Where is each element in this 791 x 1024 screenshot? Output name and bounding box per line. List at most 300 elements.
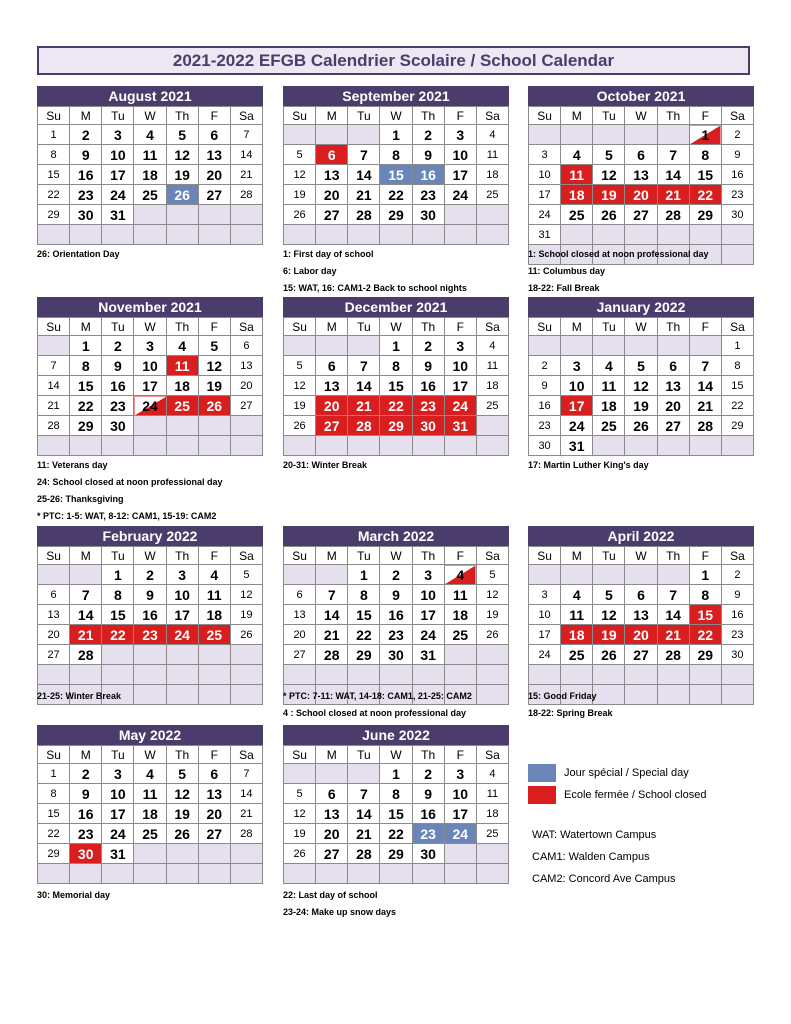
day-cell: 12 bbox=[284, 376, 316, 396]
weekday-header: M bbox=[316, 318, 348, 336]
note-line: 4 : School closed at noon professional day bbox=[283, 708, 467, 718]
weekday-header: W bbox=[134, 318, 166, 336]
month-title: December 2021 bbox=[283, 297, 509, 317]
day-cell: 12 bbox=[166, 784, 198, 804]
empty-cell bbox=[316, 864, 348, 884]
weekday-header: Th bbox=[166, 746, 198, 764]
note-line: 22: Last day of school bbox=[283, 890, 378, 900]
empty-cell bbox=[134, 665, 166, 685]
day-cell: 8 bbox=[689, 145, 721, 165]
day-cell: 30 bbox=[412, 205, 444, 225]
day-cell: 1 bbox=[70, 336, 102, 356]
week-row bbox=[38, 205, 263, 225]
weekday-header: Th bbox=[412, 746, 444, 764]
day-cell: 9 bbox=[102, 356, 134, 376]
empty-cell bbox=[70, 665, 102, 685]
day-cell: 21 bbox=[657, 185, 689, 205]
day-cell: 13 bbox=[657, 376, 689, 396]
weekday-header: F bbox=[689, 318, 721, 336]
empty-cell bbox=[412, 436, 444, 456]
day-cell: 29 bbox=[70, 416, 102, 436]
week-row bbox=[284, 376, 509, 396]
day-cell: 2 bbox=[412, 336, 444, 356]
empty-cell bbox=[412, 665, 444, 685]
empty-cell bbox=[38, 225, 70, 245]
day-cell: 31 bbox=[529, 225, 561, 245]
day-cell: 13 bbox=[316, 376, 348, 396]
day-cell: 3 bbox=[412, 565, 444, 585]
empty-cell bbox=[689, 336, 721, 356]
day-cell: 19 bbox=[284, 396, 316, 416]
empty-cell bbox=[134, 225, 166, 245]
week-row bbox=[38, 625, 263, 645]
note-line: 25-26: Thanksgiving bbox=[37, 494, 124, 504]
day-cell: 1 bbox=[689, 125, 721, 145]
day-cell: 24 bbox=[444, 824, 476, 844]
day-cell: 27 bbox=[625, 645, 657, 665]
empty-cell bbox=[348, 336, 380, 356]
day-cell: 7 bbox=[230, 125, 262, 145]
empty-cell bbox=[284, 565, 316, 585]
week-row bbox=[284, 336, 509, 356]
day-cell: 3 bbox=[529, 145, 561, 165]
page-title: 2021-2022 EFGB Calendrier Scolaire / School Calendar bbox=[37, 46, 750, 75]
day-cell: 16 bbox=[70, 165, 102, 185]
day-cell: 20 bbox=[230, 376, 262, 396]
day-cell: 1 bbox=[380, 764, 412, 784]
day-cell: 25 bbox=[444, 625, 476, 645]
day-cell: 1 bbox=[689, 565, 721, 585]
day-cell: 3 bbox=[166, 565, 198, 585]
weekday-header: Su bbox=[284, 746, 316, 764]
day-cell: 26 bbox=[593, 205, 625, 225]
day-cell: 12 bbox=[593, 165, 625, 185]
day-cell: 7 bbox=[38, 356, 70, 376]
empty-cell bbox=[198, 864, 230, 884]
empty-cell bbox=[102, 645, 134, 665]
day-cell: 14 bbox=[230, 784, 262, 804]
notes-november-2021 bbox=[37, 457, 277, 525]
day-cell: 18 bbox=[476, 376, 508, 396]
day-cell: 21 bbox=[348, 396, 380, 416]
weekday-header: M bbox=[561, 547, 593, 565]
day-cell: 16 bbox=[412, 376, 444, 396]
empty-cell bbox=[230, 225, 262, 245]
weekday-header: F bbox=[444, 318, 476, 336]
empty-cell bbox=[529, 336, 561, 356]
empty-cell bbox=[348, 764, 380, 784]
empty-cell bbox=[38, 565, 70, 585]
day-cell: 15 bbox=[689, 605, 721, 625]
notes-june-2022 bbox=[283, 887, 523, 921]
day-cell: 2 bbox=[70, 764, 102, 784]
day-cell: 25 bbox=[593, 416, 625, 436]
empty-cell bbox=[657, 336, 689, 356]
day-cell: 12 bbox=[476, 585, 508, 605]
weekday-header: Th bbox=[412, 318, 444, 336]
empty-cell bbox=[316, 565, 348, 585]
day-cell: 24 bbox=[444, 185, 476, 205]
week-row bbox=[529, 605, 754, 625]
weekday-header: M bbox=[561, 318, 593, 336]
empty-cell bbox=[166, 645, 198, 665]
day-cell: 26 bbox=[284, 844, 316, 864]
day-cell: 18 bbox=[134, 165, 166, 185]
day-cell: 29 bbox=[689, 645, 721, 665]
empty-cell bbox=[625, 225, 657, 245]
empty-cell bbox=[348, 864, 380, 884]
week-row bbox=[529, 436, 754, 456]
day-cell: 2 bbox=[721, 565, 753, 585]
day-cell: 26 bbox=[476, 625, 508, 645]
weekday-header: Sa bbox=[476, 107, 508, 125]
day-cell: 10 bbox=[102, 145, 134, 165]
empty-cell bbox=[102, 225, 134, 245]
month-april-2022 bbox=[528, 526, 754, 705]
empty-cell bbox=[561, 565, 593, 585]
day-cell: 9 bbox=[70, 784, 102, 804]
day-cell: 15 bbox=[721, 376, 753, 396]
empty-cell bbox=[166, 225, 198, 245]
month-december-2021 bbox=[283, 297, 509, 456]
day-cell: 11 bbox=[134, 145, 166, 165]
day-cell: 29 bbox=[38, 844, 70, 864]
day-cell: 19 bbox=[593, 185, 625, 205]
day-cell: 11 bbox=[593, 376, 625, 396]
day-cell: 20 bbox=[316, 185, 348, 205]
empty-cell bbox=[593, 336, 625, 356]
note-line: 18-22: Fall Break bbox=[528, 283, 600, 293]
note-line: 6: Labor day bbox=[283, 266, 337, 276]
day-cell: 5 bbox=[166, 764, 198, 784]
empty-cell bbox=[316, 665, 348, 685]
day-cell: 22 bbox=[70, 396, 102, 416]
day-cell: 26 bbox=[198, 396, 230, 416]
weekday-header: Su bbox=[38, 547, 70, 565]
day-cell: 25 bbox=[476, 185, 508, 205]
day-cell: 26 bbox=[593, 645, 625, 665]
empty-cell bbox=[284, 225, 316, 245]
day-cell: 30 bbox=[529, 436, 561, 456]
day-cell: 13 bbox=[230, 356, 262, 376]
day-cell: 22 bbox=[689, 185, 721, 205]
empty-cell bbox=[198, 416, 230, 436]
day-cell: 15 bbox=[348, 605, 380, 625]
month-grid bbox=[37, 546, 263, 705]
weekday-header: W bbox=[625, 547, 657, 565]
weekday-header: Tu bbox=[348, 318, 380, 336]
empty-cell bbox=[134, 416, 166, 436]
week-row bbox=[529, 356, 754, 376]
note-line: 24: School closed at noon professional day bbox=[37, 477, 223, 487]
legend-special-label: Jour spécial / Special day bbox=[564, 767, 689, 779]
day-cell: 12 bbox=[198, 356, 230, 376]
day-cell: 9 bbox=[412, 784, 444, 804]
day-cell: 29 bbox=[380, 844, 412, 864]
empty-cell bbox=[166, 844, 198, 864]
day-cell: 17 bbox=[444, 376, 476, 396]
empty-cell bbox=[134, 844, 166, 864]
empty-cell bbox=[166, 416, 198, 436]
day-cell: 8 bbox=[380, 145, 412, 165]
weekday-header: W bbox=[134, 746, 166, 764]
empty-cell bbox=[561, 125, 593, 145]
week-row bbox=[38, 165, 263, 185]
month-title: September 2021 bbox=[283, 86, 509, 106]
day-cell: 11 bbox=[476, 356, 508, 376]
day-cell: 1 bbox=[38, 764, 70, 784]
day-cell: 28 bbox=[38, 416, 70, 436]
week-row bbox=[38, 396, 263, 416]
day-cell: 19 bbox=[284, 824, 316, 844]
notes-september-2021 bbox=[283, 246, 523, 297]
day-cell: 10 bbox=[412, 585, 444, 605]
day-cell: 11 bbox=[166, 356, 198, 376]
empty-cell bbox=[38, 436, 70, 456]
day-cell: 10 bbox=[444, 784, 476, 804]
day-cell: 27 bbox=[198, 185, 230, 205]
week-row bbox=[529, 396, 754, 416]
weekday-header: Su bbox=[284, 318, 316, 336]
day-cell: 18 bbox=[198, 605, 230, 625]
day-cell: 2 bbox=[529, 356, 561, 376]
empty-cell bbox=[316, 225, 348, 245]
week-row bbox=[284, 824, 509, 844]
month-grid bbox=[283, 317, 509, 456]
day-cell: 18 bbox=[561, 625, 593, 645]
weekday-header: W bbox=[380, 318, 412, 336]
empty-cell bbox=[529, 665, 561, 685]
day-cell: 15 bbox=[380, 804, 412, 824]
day-cell: 8 bbox=[38, 145, 70, 165]
day-cell: 29 bbox=[38, 205, 70, 225]
day-cell: 8 bbox=[102, 585, 134, 605]
empty-cell bbox=[657, 436, 689, 456]
day-cell: 20 bbox=[284, 625, 316, 645]
empty-cell bbox=[316, 125, 348, 145]
day-cell: 15 bbox=[38, 165, 70, 185]
empty-cell bbox=[625, 665, 657, 685]
weekday-header: F bbox=[198, 746, 230, 764]
empty-cell bbox=[444, 436, 476, 456]
weekday-header: W bbox=[625, 107, 657, 125]
month-march-2022 bbox=[283, 526, 509, 705]
day-cell: 15 bbox=[38, 804, 70, 824]
day-cell: 13 bbox=[625, 605, 657, 625]
day-cell: 18 bbox=[476, 804, 508, 824]
day-cell: 19 bbox=[476, 605, 508, 625]
note-line: 23-24: Make up snow days bbox=[283, 907, 397, 917]
note-line: 15: Good Friday bbox=[528, 691, 597, 701]
empty-cell bbox=[284, 436, 316, 456]
day-cell: 2 bbox=[412, 125, 444, 145]
notes-october-2021 bbox=[528, 246, 768, 297]
note-line: 1: School closed at noon professional day bbox=[528, 249, 709, 259]
day-cell: 31 bbox=[561, 436, 593, 456]
day-cell: 16 bbox=[412, 804, 444, 824]
week-row bbox=[38, 565, 263, 585]
day-cell: 14 bbox=[657, 605, 689, 625]
day-cell: 4 bbox=[134, 125, 166, 145]
note-line: 20-31: Winter Break bbox=[283, 460, 367, 470]
day-cell: 24 bbox=[529, 205, 561, 225]
day-cell: 24 bbox=[444, 396, 476, 416]
day-cell: 25 bbox=[476, 396, 508, 416]
month-title: January 2022 bbox=[528, 297, 754, 317]
special-day-swatch bbox=[528, 764, 556, 782]
weekday-header: Sa bbox=[721, 107, 753, 125]
empty-cell bbox=[476, 416, 508, 436]
empty-cell bbox=[230, 844, 262, 864]
day-cell: 15 bbox=[70, 376, 102, 396]
day-cell: 18 bbox=[444, 605, 476, 625]
month-august-2021 bbox=[37, 86, 263, 245]
day-cell: 16 bbox=[102, 376, 134, 396]
empty-cell bbox=[38, 864, 70, 884]
day-cell: 27 bbox=[284, 645, 316, 665]
weekday-header: Sa bbox=[721, 547, 753, 565]
day-cell: 23 bbox=[412, 396, 444, 416]
day-cell: 4 bbox=[593, 356, 625, 376]
month-grid bbox=[283, 106, 509, 245]
empty-cell bbox=[198, 205, 230, 225]
day-cell: 27 bbox=[38, 645, 70, 665]
day-cell: 16 bbox=[412, 165, 444, 185]
note-line: 21-25: Winter Break bbox=[37, 691, 121, 701]
day-cell: 7 bbox=[348, 784, 380, 804]
week-row bbox=[284, 165, 509, 185]
weekday-header: Su bbox=[284, 107, 316, 125]
day-cell: 28 bbox=[70, 645, 102, 665]
day-cell: 3 bbox=[444, 336, 476, 356]
empty-cell bbox=[476, 864, 508, 884]
weekday-header: W bbox=[625, 318, 657, 336]
day-cell: 24 bbox=[134, 396, 166, 416]
day-cell: 28 bbox=[230, 824, 262, 844]
weekday-header: Su bbox=[529, 107, 561, 125]
day-cell: 25 bbox=[476, 824, 508, 844]
day-cell: 27 bbox=[316, 416, 348, 436]
empty-cell bbox=[561, 225, 593, 245]
day-cell: 25 bbox=[561, 205, 593, 225]
week-row bbox=[38, 416, 263, 436]
empty-cell bbox=[316, 764, 348, 784]
empty-cell bbox=[102, 665, 134, 685]
day-cell: 2 bbox=[134, 565, 166, 585]
weekday-header: Tu bbox=[348, 107, 380, 125]
notes-april-2022 bbox=[528, 688, 768, 722]
day-cell: 16 bbox=[134, 605, 166, 625]
day-cell: 23 bbox=[721, 625, 753, 645]
week-row bbox=[529, 416, 754, 436]
day-cell: 18 bbox=[593, 396, 625, 416]
weekday-header: Su bbox=[38, 746, 70, 764]
day-cell: 9 bbox=[134, 585, 166, 605]
day-cell: 19 bbox=[284, 185, 316, 205]
day-cell: 17 bbox=[166, 605, 198, 625]
empty-cell bbox=[230, 205, 262, 225]
day-cell: 6 bbox=[625, 145, 657, 165]
day-cell: 12 bbox=[625, 376, 657, 396]
week-row bbox=[529, 205, 754, 225]
week-row bbox=[529, 565, 754, 585]
week-row bbox=[284, 764, 509, 784]
day-cell: 13 bbox=[38, 605, 70, 625]
day-cell: 23 bbox=[380, 625, 412, 645]
month-grid bbox=[528, 546, 754, 705]
empty-cell bbox=[166, 205, 198, 225]
weekday-header: M bbox=[316, 107, 348, 125]
day-cell: 30 bbox=[70, 205, 102, 225]
day-cell: 20 bbox=[38, 625, 70, 645]
day-cell: 14 bbox=[38, 376, 70, 396]
day-cell: 24 bbox=[102, 185, 134, 205]
day-cell: 24 bbox=[561, 416, 593, 436]
month-grid bbox=[528, 106, 754, 265]
weekday-header: F bbox=[444, 746, 476, 764]
day-cell: 14 bbox=[348, 376, 380, 396]
weekday-header: Tu bbox=[102, 107, 134, 125]
month-february-2022 bbox=[37, 526, 263, 705]
day-cell: 14 bbox=[689, 376, 721, 396]
day-cell: 5 bbox=[593, 145, 625, 165]
week-row bbox=[38, 804, 263, 824]
empty-cell bbox=[593, 436, 625, 456]
empty-cell bbox=[284, 336, 316, 356]
empty-cell bbox=[348, 225, 380, 245]
day-cell: 16 bbox=[70, 804, 102, 824]
week-row bbox=[38, 764, 263, 784]
weekday-header: Su bbox=[38, 107, 70, 125]
day-cell: 15 bbox=[689, 165, 721, 185]
week-row bbox=[38, 336, 263, 356]
empty-cell bbox=[134, 205, 166, 225]
day-cell: 13 bbox=[316, 804, 348, 824]
note-line: 11: Columbus day bbox=[528, 266, 606, 276]
day-cell: 8 bbox=[721, 356, 753, 376]
day-cell: 4 bbox=[476, 764, 508, 784]
empty-cell bbox=[316, 436, 348, 456]
empty-cell bbox=[70, 225, 102, 245]
week-row bbox=[284, 185, 509, 205]
empty-cell bbox=[561, 336, 593, 356]
day-cell: 18 bbox=[134, 804, 166, 824]
day-cell: 4 bbox=[561, 585, 593, 605]
day-cell: 30 bbox=[70, 844, 102, 864]
weekday-header: F bbox=[689, 107, 721, 125]
empty-cell bbox=[625, 125, 657, 145]
month-title: April 2022 bbox=[528, 526, 754, 546]
day-cell: 8 bbox=[70, 356, 102, 376]
day-cell: 17 bbox=[529, 185, 561, 205]
weekday-header: Sa bbox=[476, 547, 508, 565]
month-november-2021 bbox=[37, 297, 263, 456]
day-cell: 7 bbox=[70, 585, 102, 605]
legend bbox=[528, 762, 758, 806]
notes-january-2022 bbox=[528, 457, 768, 474]
day-cell: 25 bbox=[561, 645, 593, 665]
empty-cell bbox=[348, 436, 380, 456]
day-cell: 20 bbox=[625, 185, 657, 205]
empty-cell bbox=[444, 645, 476, 665]
month-title: May 2022 bbox=[37, 725, 263, 745]
empty-cell bbox=[284, 864, 316, 884]
empty-cell bbox=[657, 225, 689, 245]
day-cell: 27 bbox=[657, 416, 689, 436]
day-cell: 6 bbox=[316, 145, 348, 165]
notes-february-2022 bbox=[37, 688, 277, 705]
day-cell: 27 bbox=[316, 205, 348, 225]
